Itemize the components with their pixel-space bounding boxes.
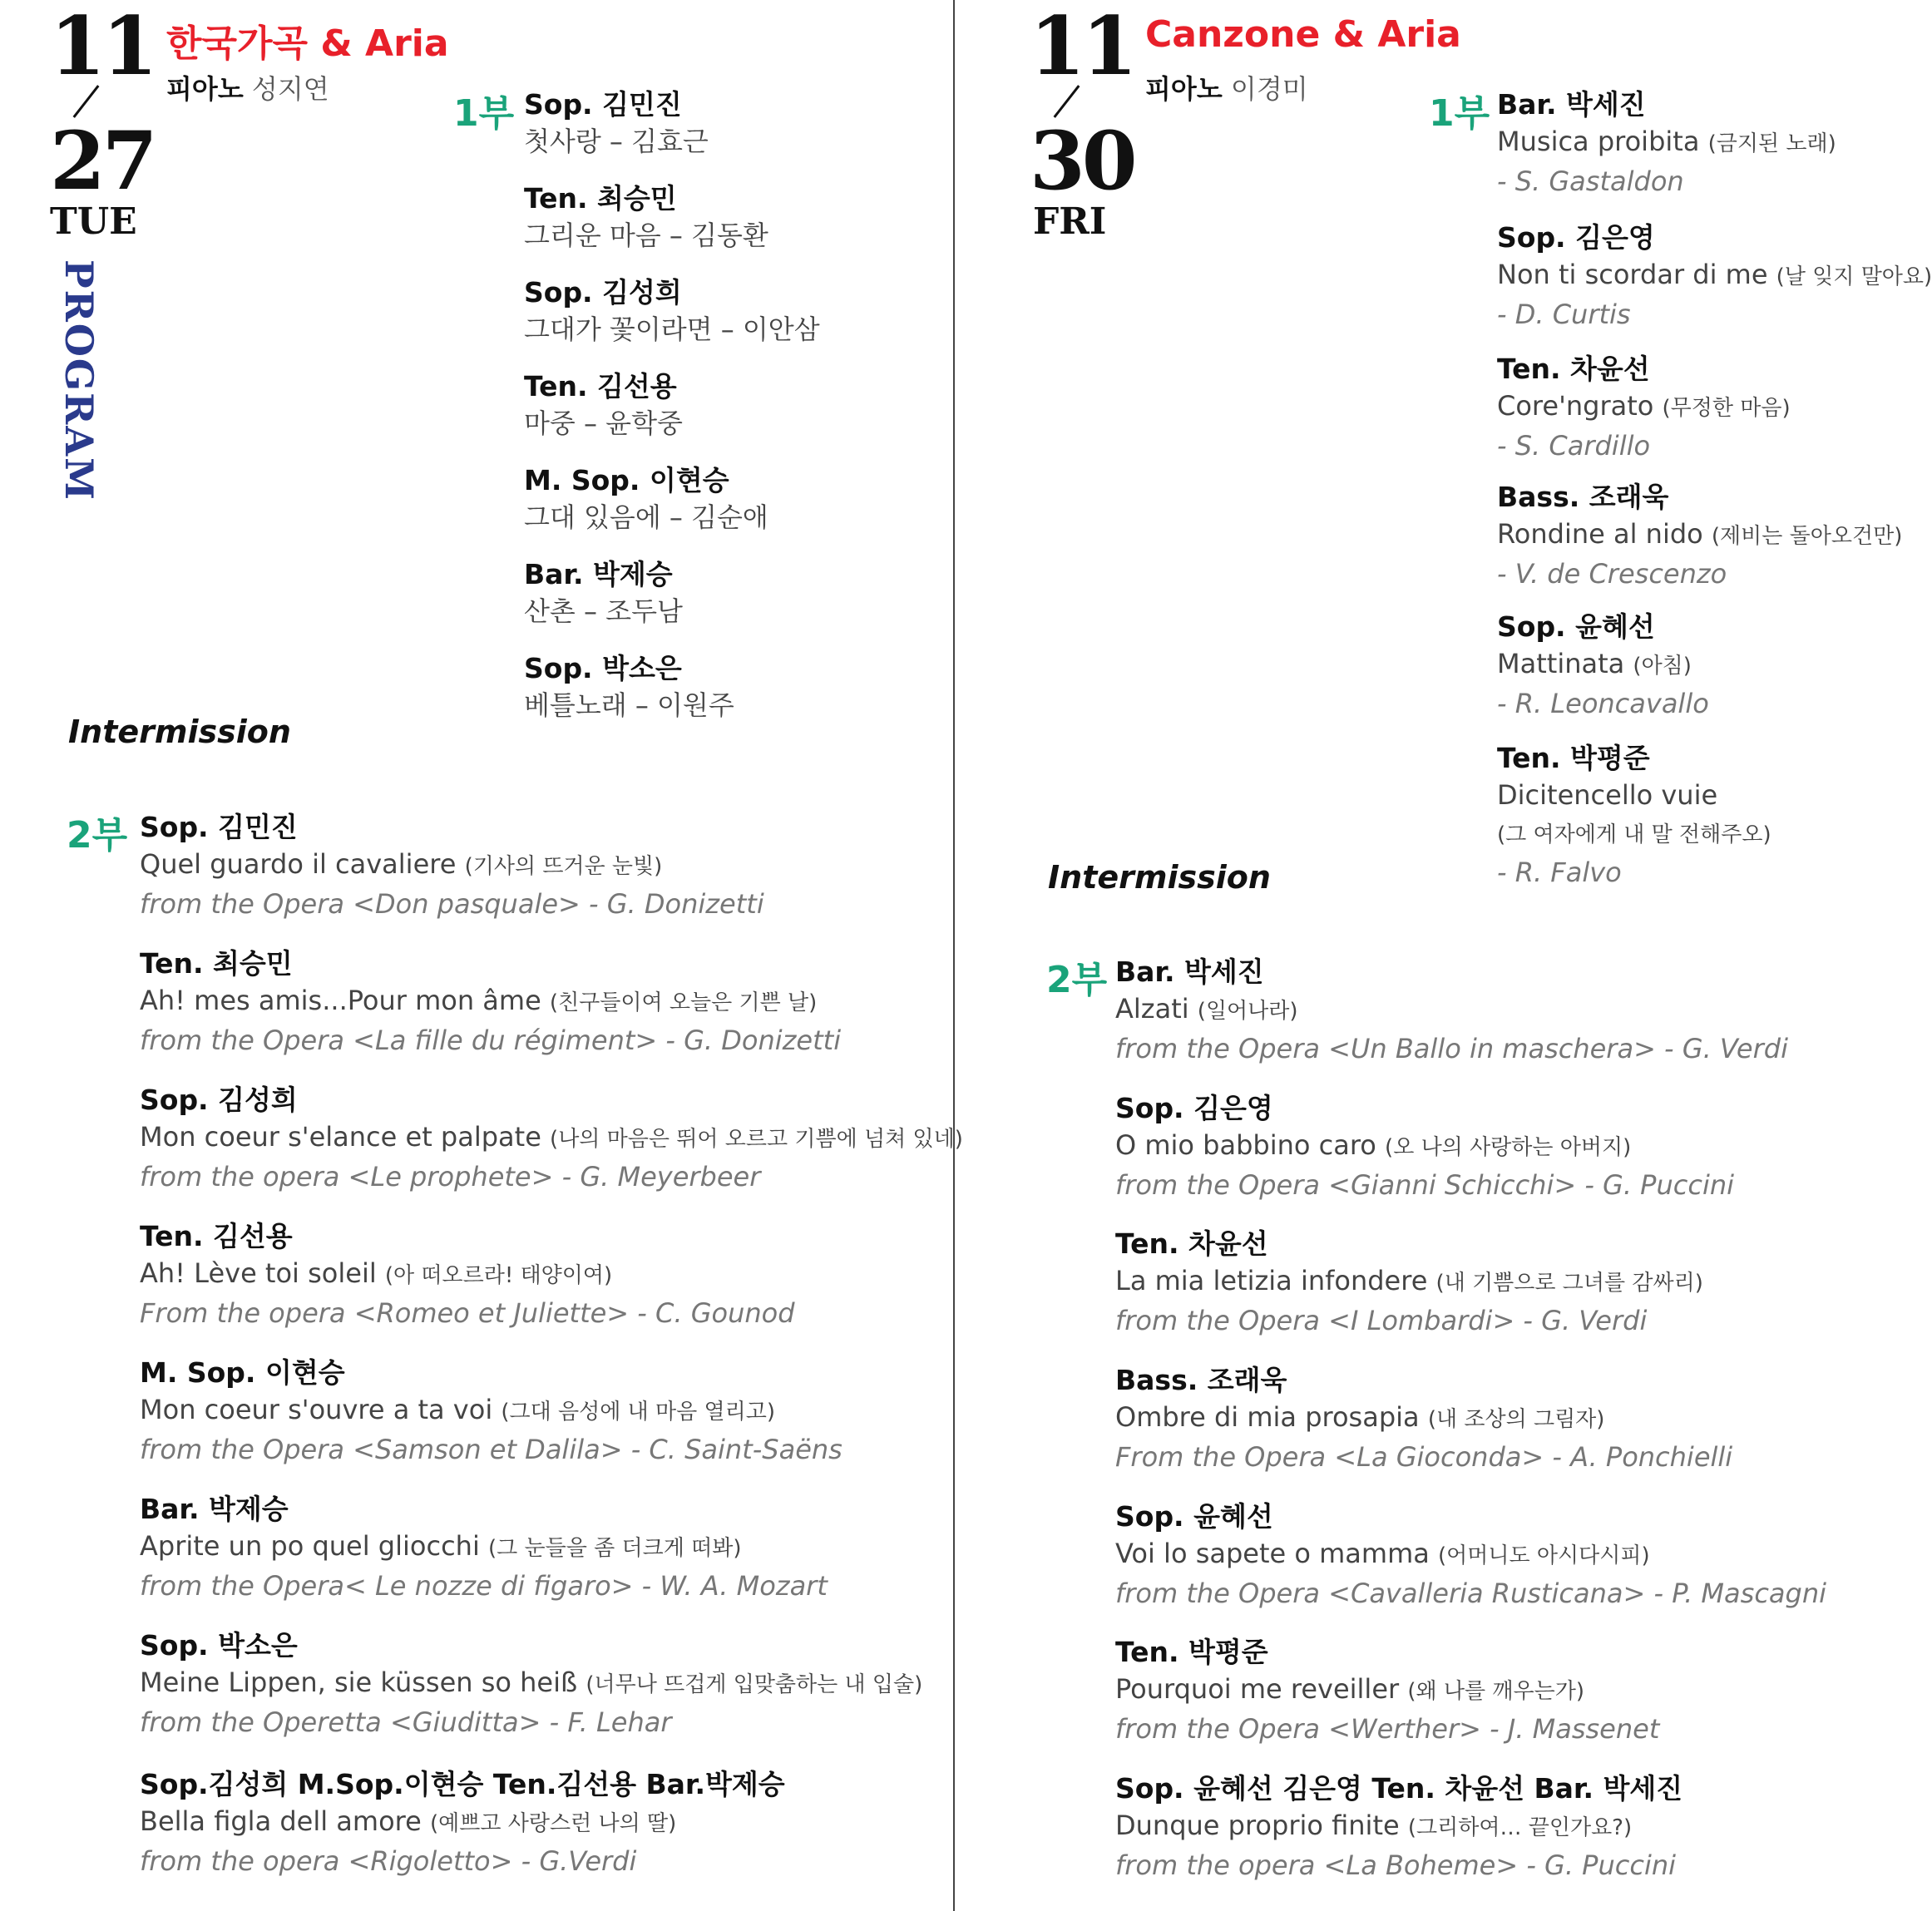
performer: Bass. 조래욱 — [1115, 1364, 1287, 1396]
performer: Ten. 박평준 — [1497, 742, 1650, 774]
song-note: (내 조상의 그림자) — [1427, 1407, 1605, 1432]
song-composer: - D. Curtis — [1497, 299, 1631, 330]
song-title: Voi lo sapete o mamma (어머니도 아시다시피) — [1115, 1538, 1650, 1569]
song-title: 베틀노래 – 이원주 — [524, 689, 734, 721]
song-composer: - S. Cardillo — [1497, 430, 1651, 462]
right-weekday: FRI — [1033, 200, 1107, 243]
list-item — [140, 1490, 828, 1605]
song-title: 그대가 꽃이라면 – 이안삼 — [524, 314, 820, 345]
song-note: (그대 음성에 내 마음 열리고) — [501, 1400, 775, 1425]
list-item — [524, 368, 683, 442]
song-title: Aprite un po quel gliocchi (그 눈들을 좀 더크게 떠봐) — [140, 1530, 742, 1562]
song-source: from the Opera <Gianni Schicchi> - G. Puccini — [1115, 1169, 1734, 1201]
performer: Bar. 박세진 — [1497, 88, 1646, 121]
left-weekday: TUE — [50, 200, 137, 243]
pianist-name: 이경미 — [1230, 73, 1308, 105]
song-source: from the opera <Le prophete> - G. Meyerbeer — [140, 1161, 761, 1193]
list-item — [524, 274, 820, 348]
list-item — [1497, 739, 1771, 891]
song-note: (그 여자에게 내 말 전해주오) — [1497, 822, 1771, 847]
song-title: La mia letizia infondere (내 기쁨으로 그녀를 감싸리) — [1115, 1265, 1703, 1296]
song-title: Pourquoi me reveiller (왜 나를 깨우는가) — [1115, 1673, 1584, 1705]
list-item — [140, 1627, 922, 1741]
song-source: From the Opera <La Gioconda> - A. Ponchielli — [1115, 1441, 1733, 1473]
song-note: (내 기쁨으로 그녀를 감싸리) — [1435, 1271, 1703, 1296]
song-composer: - V. de Crescenzo — [1497, 558, 1727, 590]
song-title: Rondine al nido (제비는 돌아오건만) — [1497, 518, 1903, 550]
list-item — [1497, 86, 1836, 200]
song-note: (아침) — [1633, 654, 1692, 679]
list-item — [1115, 1770, 1682, 1884]
pianist-name: 성지연 — [251, 73, 329, 105]
left-part2-label: 2부 — [67, 814, 128, 857]
list-item — [1115, 1225, 1703, 1340]
song-title: Quel guardo il cavaliere (기사의 뜨거운 눈빛) — [140, 848, 663, 880]
song-source: from the Opera <Werther> - J. Massenet — [1115, 1713, 1660, 1745]
list-item — [524, 462, 768, 536]
performer: Sop. 김민진 — [524, 88, 682, 121]
song-note: (나의 마음은 뛰어 오르고 기쁨에 넘쳐 있네) — [550, 1127, 963, 1152]
performer: Sop. 김성희 — [524, 276, 682, 309]
performer: Ten. 박평준 — [1115, 1636, 1268, 1668]
song-title: Non ti scordar di me (날 잊지 말아요) — [1497, 259, 1932, 290]
performer: Sop. 김은영 — [1115, 1092, 1273, 1124]
song-note: (일어나라) — [1197, 999, 1298, 1024]
performer: Sop. 윤혜선 — [1497, 610, 1655, 643]
song-note: (무정한 마음) — [1662, 396, 1791, 421]
song-title: Mattinata (아침) — [1497, 648, 1692, 679]
right-part2-label: 2부 — [1046, 959, 1108, 1001]
song-note: (오 나의 사랑하는 아버지) — [1385, 1135, 1632, 1160]
song-note: (어머니도 아시다시피) — [1438, 1543, 1650, 1568]
song-title: Mon coeur s'ouvre a ta voi (그대 음성에 내 마음 열리고) — [140, 1394, 775, 1425]
song-title: Bella figla dell amore (예쁘고 사랑스런 나의 딸) — [140, 1805, 677, 1837]
song-note: (예쁘고 사랑스런 나의 딸) — [429, 1811, 677, 1836]
song-title: Alzati (일어나라) — [1115, 993, 1298, 1025]
performer: Ten. 차윤선 — [1497, 353, 1650, 385]
song-note: (그 눈들을 좀 더크게 떠봐) — [488, 1536, 742, 1561]
performer: Sop. 박소은 — [524, 652, 682, 684]
list-item — [1497, 608, 1709, 723]
song-note: (제비는 돌아오건만) — [1711, 524, 1903, 549]
list-item — [1115, 1089, 1734, 1204]
song-title: 첫사랑 – 김효근 — [524, 126, 709, 157]
song-note: (너무나 뜨겁게 입맞춤하는 내 입술) — [586, 1672, 923, 1697]
song-title: Musica proibita (금지된 노래) — [1497, 126, 1836, 157]
performer: Sop.김성희 M.Sop.이현승 Ten.김선용 Bar.박제승 — [140, 1768, 785, 1800]
left-date-day: 27 — [50, 114, 155, 208]
list-item — [1497, 350, 1791, 465]
song-title: 마중 – 윤학중 — [524, 407, 683, 439]
song-source: from the opera <Rigoletto> - G.Verdi — [140, 1845, 637, 1877]
song-source: from the Opera< Le nozze di figaro> - W. A. Mozart — [140, 1570, 828, 1602]
performer: Bar. 박제승 — [524, 558, 673, 590]
right-part1-label: 1부 — [1429, 92, 1490, 135]
song-source: from the Opera <I Lombardi> - G. Verdi — [1115, 1305, 1648, 1336]
song-source: from the Operetta <Giuditta> - F. Lehar — [140, 1706, 672, 1738]
left-pianist — [166, 68, 329, 106]
list-item — [1115, 1498, 1826, 1612]
list-item — [524, 86, 709, 160]
song-title: Core'ngrato (무정한 마음) — [1497, 390, 1791, 422]
column-divider — [953, 0, 955, 1911]
song-title: 그리운 마음 – 김동환 — [524, 220, 768, 251]
song-title: Mon coeur s'elance et palpate (나의 마음은 뛰어 오르고 기쁨에 넘쳐 있네) — [140, 1121, 963, 1153]
list-item — [140, 808, 764, 923]
song-title: Ombre di mia prosapia (내 조상의 그림자) — [1115, 1401, 1605, 1433]
right-pianist — [1145, 68, 1308, 106]
song-composer: - R. Falvo — [1497, 857, 1622, 888]
list-item — [524, 180, 768, 254]
performer: Sop. 박소은 — [140, 1629, 298, 1662]
right-intermission: Intermission — [1048, 859, 1271, 896]
song-note: (친구들이여 오늘은 기쁜 날) — [549, 990, 818, 1015]
list-item — [140, 1765, 785, 1880]
list-item — [1497, 478, 1902, 593]
left-date-month: 11 — [50, 0, 155, 93]
song-composer: - S. Gastaldon — [1497, 165, 1684, 197]
song-note: (날 잊지 말아요) — [1776, 264, 1932, 289]
performer: Ten. 김선용 — [140, 1220, 293, 1252]
song-source: From the opera <Romeo et Juliette> - C. Gounod — [140, 1297, 795, 1329]
list-item — [524, 649, 734, 724]
list-item — [140, 945, 841, 1059]
list-item — [1115, 953, 1788, 1068]
song-note: (왜 나를 깨우는가) — [1407, 1679, 1584, 1704]
list-item — [1115, 1633, 1659, 1748]
performer: Ten. 최승민 — [140, 947, 293, 980]
performer: Sop. 김민진 — [140, 811, 298, 843]
song-source: from the Opera <La fille du régiment> - G. Donizetti — [140, 1025, 842, 1056]
song-title: Dicitencello vuie — [1497, 779, 1718, 811]
performer: Ten. 차윤선 — [1115, 1227, 1268, 1260]
performer: Bar. 박제승 — [140, 1493, 289, 1525]
song-composer: - R. Leoncavallo — [1497, 688, 1709, 719]
performer: Ten. 최승민 — [524, 182, 677, 215]
song-source: from the Opera <Un Ballo in maschera> - G. Verdi — [1115, 1033, 1788, 1064]
song-source: from the opera <La Boheme> - G. Puccini — [1115, 1849, 1676, 1881]
song-note: (아 떠오르라! 태양이여) — [384, 1263, 613, 1288]
song-source: from the Opera <Cavalleria Rusticana> - P. Mascagni — [1115, 1578, 1826, 1609]
program-label: PROGRAM — [57, 259, 101, 502]
performer: Bass. 조래욱 — [1497, 481, 1669, 513]
list-item — [140, 1217, 795, 1332]
performer: Sop. 윤혜선 김은영 Ten. 차윤선 Bar. 박세진 — [1115, 1772, 1683, 1805]
performer: Sop. 김성희 — [140, 1084, 298, 1116]
right-date-month: 11 — [1030, 0, 1134, 93]
song-source: from the Opera <Samson et Dalila> - C. Saint-Saëns — [140, 1434, 842, 1465]
song-note: (기사의 뜨거운 눈빛) — [464, 854, 663, 879]
list-item — [140, 1354, 842, 1469]
performer: M. Sop. 이현승 — [140, 1356, 345, 1389]
performer: Sop. 윤혜선 — [1115, 1500, 1273, 1533]
song-title: Ah! Lève toi soleil (아 떠오르라! 태양이여) — [140, 1257, 613, 1289]
left-part1-label: 1부 — [453, 92, 515, 135]
performer: M. Sop. 이현승 — [524, 464, 729, 496]
song-title: O mio babbino caro (오 나의 사랑하는 아버지) — [1115, 1129, 1632, 1161]
song-note: (금지된 노래) — [1707, 131, 1836, 156]
performer: Sop. 김은영 — [1497, 221, 1655, 254]
list-item — [524, 556, 683, 630]
pianist-role: 피아노 — [166, 73, 244, 105]
song-note: (그리하여… 끝인가요?) — [1407, 1815, 1633, 1840]
song-title: 산촌 – 조두남 — [524, 595, 683, 627]
list-item — [1115, 1361, 1732, 1476]
song-title: Dunque proprio finite (그리하여… 끝인가요?) — [1115, 1810, 1633, 1841]
song-source: from the Opera <Don pasquale> - G. Donizetti — [140, 888, 764, 920]
list-item — [1497, 219, 1932, 333]
performer: Bar. 박세진 — [1115, 956, 1264, 988]
left-concert-title: 한국가곡 & Aria — [166, 22, 449, 65]
performer: Ten. 김선용 — [524, 370, 677, 402]
song-title: Meine Lippen, sie küssen so heiß (너무나 뜨겁게 입맞춤하는 내 입술) — [140, 1667, 923, 1698]
right-concert-title: Canzone & Aria — [1145, 13, 1461, 56]
list-item — [140, 1081, 963, 1196]
left-intermission: Intermission — [68, 714, 291, 750]
pianist-role: 피아노 — [1145, 73, 1223, 105]
song-title: 그대 있음에 – 김순애 — [524, 501, 768, 533]
right-date-day: 30 — [1030, 114, 1134, 208]
song-title: Ah! mes amis...Pour mon âme (친구들이여 오늘은 기쁜 날) — [140, 985, 818, 1016]
